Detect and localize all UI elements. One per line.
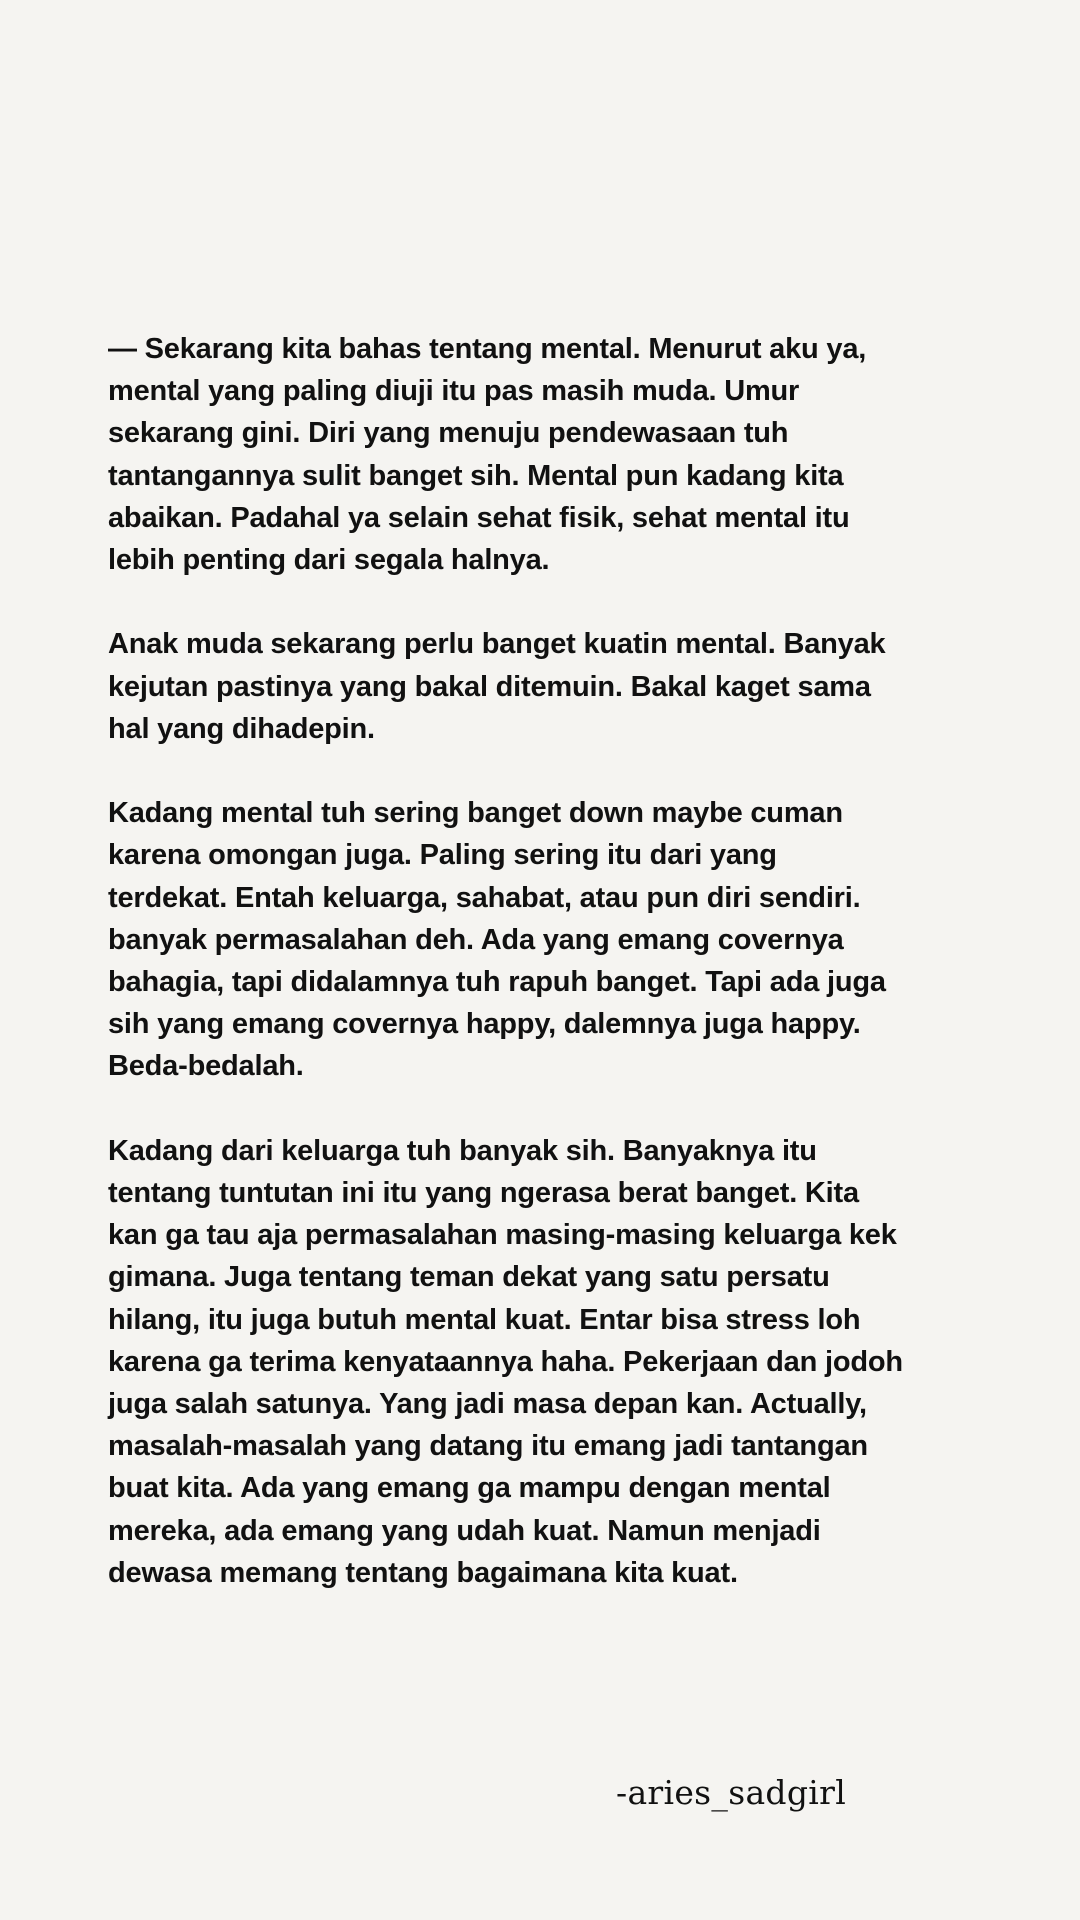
text-line: hilang, itu juga butuh mental kuat. Entar bisa stress loh (108, 1303, 861, 1336)
body-text (108, 328, 928, 1636)
text-line: juga salah satunya. Yang jadi masa depan kan. Actually, (108, 1388, 867, 1421)
paragraph-4 (108, 1130, 928, 1594)
text-line: sih yang emang covernya happy, dalemnya juga happy. (108, 1008, 861, 1041)
text-line: terdekat. Entah keluarga, sahabat, atau pun diri sendiri. (108, 881, 861, 914)
text-line: tentang tuntutan ini itu yang ngerasa berat banget. Kita (108, 1177, 859, 1210)
text-line: karena omongan juga. Paling sering itu dari yang (108, 839, 777, 872)
text-line: Kadang mental tuh sering banget down maybe cuman (108, 797, 843, 830)
text-line: hal yang dihadepin. (108, 712, 375, 745)
text-line: banyak permasalahan deh. Ada yang emang covernya (108, 923, 844, 956)
text-line: bahagia, tapi didalamnya tuh rapuh banget. Tapi ada juga (108, 966, 886, 999)
text-line: — Sekarang kita bahas tentang mental. Menurut aku ya, (108, 333, 867, 365)
text-line: masalah-masalah yang datang itu emang jadi tantangan (108, 1430, 868, 1463)
text-line: sekarang gini. Diri yang menuju pendewasaan tuh (108, 417, 789, 450)
text-line: dewasa memang tentang bagaimana kita kuat. (108, 1556, 738, 1589)
text-line: buat kita. Ada yang emang ga mampu dengan mental (108, 1472, 831, 1505)
text-line: Anak muda sekarang perlu banget kuatin mental. Banyak (108, 628, 886, 661)
paragraph-3 (108, 792, 928, 1087)
text-line: abaikan. Padahal ya selain sehat fisik, sehat mental itu (108, 501, 850, 534)
text-line: kan ga tau aja permasalahan masing-masing keluarga kek (108, 1219, 897, 1252)
author-signature: -aries_sadgirl (616, 1773, 847, 1812)
paragraph-2 (108, 623, 928, 750)
text-line: tantangannya sulit banget sih. Mental pun kadang kita (108, 459, 844, 492)
text-line: kejutan pastinya yang bakal ditemuin. Bakal kaget sama (108, 670, 871, 703)
paragraph-1 (108, 328, 928, 581)
text-line: Kadang dari keluarga tuh banyak sih. Banyaknya itu (108, 1134, 817, 1167)
text-line: mereka, ada emang yang udah kuat. Namun menjadi (108, 1514, 821, 1547)
text-line: lebih penting dari segala halnya. (108, 544, 550, 577)
text-line: gimana. Juga tentang teman dekat yang satu persatu (108, 1261, 830, 1294)
text-line: mental yang paling diuji itu pas masih muda. Umur (108, 375, 800, 408)
text-line: karena ga terima kenyataannya haha. Pekerjaan dan jodoh (108, 1345, 903, 1378)
text-line: Beda-bedalah. (108, 1050, 304, 1083)
